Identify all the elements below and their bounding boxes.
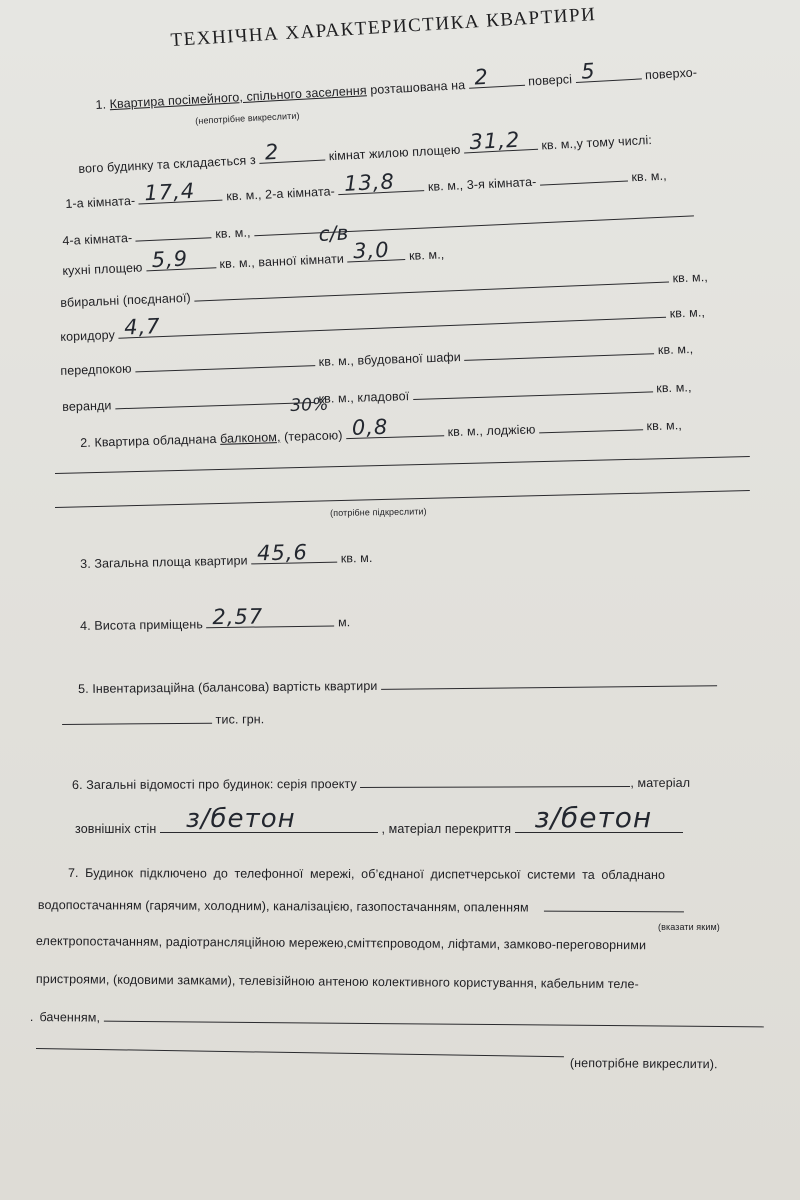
height-unit: м. <box>337 615 351 630</box>
height-field[interactable] <box>206 604 334 630</box>
loggia-field[interactable] <box>539 417 643 433</box>
project-series-label: 6. Загальні відомості про будинок: серія проекту <box>72 777 357 792</box>
living-area-label: кімнат жилою площею <box>328 142 461 164</box>
corridor-label: коридору <box>60 327 116 344</box>
including-label: кв. м.,у тому числі: <box>541 132 653 153</box>
bath-unit: кв. м., <box>408 247 445 263</box>
s7-line-3: електропостачанням, радіотрансляційною мережею,сміттєпроводом, ліфтами, замково-переговорними <box>35 934 647 953</box>
walls-field[interactable] <box>160 804 378 834</box>
balcony-field[interactable] <box>346 414 444 440</box>
storeys-field[interactable] <box>575 58 642 84</box>
ceiling-value: з/бетон <box>534 801 653 834</box>
project-series-field[interactable] <box>360 774 630 788</box>
room2-label: кв. м., 2-а кімната- <box>225 184 336 204</box>
s1-line-7 <box>60 303 705 344</box>
storage-field[interactable] <box>413 379 653 400</box>
bath-value: 3,0 <box>352 237 391 264</box>
storeys-label: поверхо- <box>644 65 698 83</box>
s5-line-2 <box>62 710 264 728</box>
strike-note-2: (непотрібне викреслити). <box>569 1056 718 1072</box>
s5-line-1 <box>78 673 717 696</box>
hall-label: передпокою <box>60 361 132 378</box>
toilet-unit: кв. м., <box>672 269 709 286</box>
ceiling-label: , матеріал перекриття <box>381 822 512 836</box>
s2-blank-line-2[interactable] <box>55 490 750 508</box>
total-area-field[interactable] <box>251 540 337 566</box>
bath-field[interactable] <box>347 237 406 264</box>
room4-unit: кв. м., <box>214 225 251 242</box>
water-supply-label: водопостачанням (гарячим, холодним), каналізацією, газопостачанням, опаленням <box>37 898 529 915</box>
cable-tv-field[interactable] <box>104 1009 764 1028</box>
wardrobe-unit: кв. м., <box>657 341 694 358</box>
heating-field[interactable] <box>544 899 684 913</box>
floor-label: поверсі <box>527 72 573 89</box>
room2-field[interactable] <box>338 169 425 196</box>
located-label: розташована на <box>366 77 466 98</box>
s1-line-8 <box>60 340 693 378</box>
s6-line-1 <box>72 774 690 792</box>
s1-line-9 <box>62 378 692 414</box>
s1-line-6 <box>60 268 708 310</box>
s1-number: 1. <box>95 97 111 112</box>
kitchen-field[interactable] <box>146 246 217 273</box>
storeys-value: 5 <box>580 58 597 84</box>
room1-value: 17,4 <box>143 178 196 206</box>
s7-line-4: пристроями, (кодовими замками), телевізійною антеною колективного користування, кабельним теле- <box>35 972 639 992</box>
s7-line-5: . баченням, <box>30 1008 764 1030</box>
inventory-value-label: 5. Інвентаризаційна (балансова) вартість квартири <box>78 678 378 696</box>
strike-note-1: (непотрібне викреслити) <box>195 110 300 126</box>
apartment-type: Квартира посімейного, спільного заселення <box>109 83 368 112</box>
total-area-value: 45,6 <box>256 540 309 566</box>
total-area-unit: кв. м. <box>340 550 373 566</box>
room4-field[interactable] <box>135 225 212 241</box>
inventory-value-field[interactable] <box>381 673 717 690</box>
s1-line-2 <box>78 127 653 176</box>
underline-note: (потрібне підкреслити) <box>330 506 427 518</box>
living-area-value: 31,2 <box>468 127 521 155</box>
s7-line-2 <box>38 896 684 915</box>
floor-field[interactable] <box>468 64 525 90</box>
storage-unit: кв. м., <box>656 380 692 396</box>
height-label: 4. Висота приміщень <box>80 617 203 633</box>
total-area-label: 3. Загальна площа квартири <box>80 553 248 571</box>
walls-label: зовнішніх стін <box>75 822 157 836</box>
s2-blank-line-1[interactable] <box>55 456 750 474</box>
ceiling-field[interactable] <box>515 801 683 834</box>
s1-line-1 <box>95 58 698 112</box>
kitchen-value: 5,9 <box>151 246 189 273</box>
room3-unit: кв. м., <box>631 168 667 185</box>
specify-note: (вказати яким) <box>658 922 720 932</box>
room1-label: 1-а кімната- <box>65 193 136 211</box>
composed-label: вого будинку та складається з <box>78 153 257 176</box>
terrace-option: (терасою) <box>280 428 343 445</box>
corridor-value: 4,7 <box>123 314 162 340</box>
room3-label: кв. м., 3-я кімната- <box>427 174 537 194</box>
room4-label: 4-а кімната- <box>62 230 133 248</box>
toilet-label: вбиральні (поєднаної) <box>60 290 192 310</box>
document-title: ТЕХНІЧНА ХАРАКТЕРИСТИКА КВАРТИРИ <box>170 3 597 51</box>
toilet-field[interactable] <box>194 270 669 302</box>
material-label: , матеріал <box>630 775 691 791</box>
s4-line <box>80 604 351 633</box>
corridor-field[interactable] <box>118 305 666 339</box>
s2-label: 2. Квартира обладнана <box>80 431 221 450</box>
balcony-value: 0,8 <box>351 414 389 440</box>
veranda-label: веранди <box>62 398 112 414</box>
wardrobe-field[interactable] <box>464 341 654 361</box>
kitchen-label: кухні площею <box>62 260 143 278</box>
bath-label: кв. м., ванної кімнати <box>219 251 345 272</box>
loggia-label: кв. м., лоджією <box>447 422 536 440</box>
loggia-unit: кв. м., <box>646 418 683 434</box>
room2-value: 13,8 <box>343 169 396 196</box>
balcony-option: балконом, <box>219 430 281 446</box>
balcony-note: 30% <box>290 394 329 416</box>
corridor-unit: кв. м., <box>669 305 706 321</box>
storage-label: кв. м., кладової <box>318 389 410 406</box>
height-value: 2,57 <box>212 604 264 630</box>
inventory-value-field-2[interactable] <box>62 711 212 725</box>
inventory-value-unit: тис. грн. <box>215 712 265 727</box>
veranda-field[interactable] <box>115 390 315 409</box>
s3-line <box>80 540 373 571</box>
floor-value: 2 <box>473 64 490 90</box>
s2-line-1 <box>80 416 682 450</box>
bath-note: с/в <box>318 220 350 246</box>
cable-tv-label: баченням, <box>39 1010 101 1025</box>
s7-blank-line[interactable] <box>36 1048 564 1057</box>
hall-field[interactable] <box>135 353 315 372</box>
walls-value: з/бетон <box>185 804 296 834</box>
rooms-value: 2 <box>264 139 280 165</box>
room3-field[interactable] <box>540 168 629 185</box>
rooms-field[interactable] <box>259 139 326 165</box>
room1-field[interactable] <box>138 178 223 206</box>
wardrobe-label: кв. м., вбудованої шафи <box>318 350 462 369</box>
living-area-field[interactable] <box>463 127 538 155</box>
s6-line-2 <box>75 801 683 836</box>
s7-line-1: 7. Будинок підключено до телефонної мережі, об’єднаної диспетчерської системи та обладнано <box>67 866 666 883</box>
s1-line-3 <box>65 167 667 211</box>
